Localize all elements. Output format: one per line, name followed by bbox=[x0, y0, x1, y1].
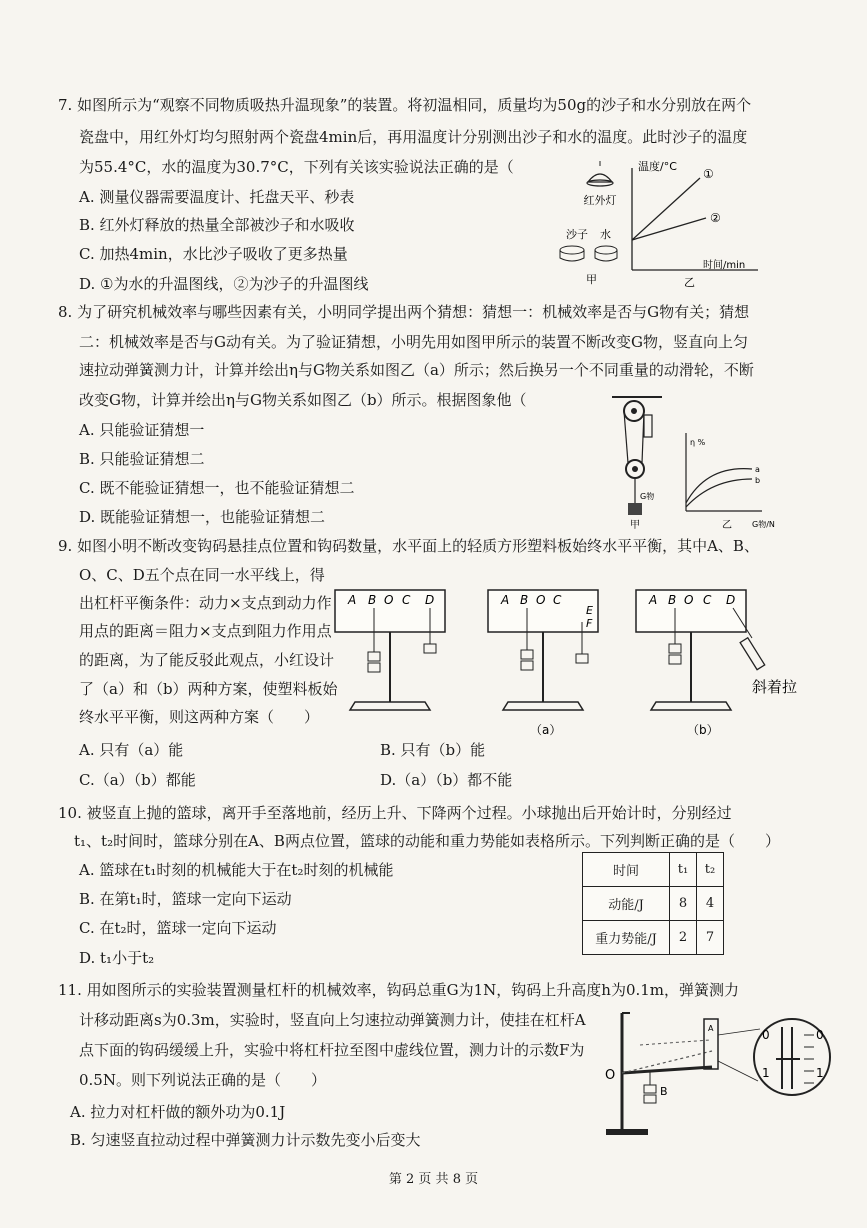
pull-label: 斜着拉 bbox=[752, 678, 798, 696]
label-c: C bbox=[553, 593, 562, 607]
table-cell: 2 bbox=[670, 921, 697, 955]
label-d: D bbox=[726, 593, 736, 607]
lamp-label: 红外灯 bbox=[583, 194, 617, 207]
eta-label: η % bbox=[690, 438, 706, 447]
weight-icon bbox=[669, 655, 681, 664]
scale-zero-label: 0 bbox=[816, 1028, 824, 1042]
q9-line-7: 终水平平衡，则这两种方案（ ） bbox=[79, 708, 320, 726]
q8-option-d: D. 既能验证猜想一，也能验证猜想二 bbox=[79, 508, 326, 526]
curve-b-label: b bbox=[755, 476, 761, 485]
label-c: C bbox=[402, 593, 411, 607]
table-cell: 动能/J bbox=[583, 887, 670, 921]
weight-icon bbox=[669, 644, 681, 653]
q10-line-2: t₁、t₂时间时，篮球分别在A、B两点位置，篮球的动能和重力势能如表格所示。下列判断正确的是（ ） bbox=[74, 832, 780, 850]
q10-option-c: C. 在t₂时，篮球一定向下运动 bbox=[79, 919, 277, 937]
table-cell: t₂ bbox=[697, 853, 724, 887]
q7-option-d: D. ①为水的升温图线，②为沙子的升温图线 bbox=[79, 275, 369, 293]
label-b: B bbox=[668, 593, 677, 607]
x-axis-label: 时间/min bbox=[703, 260, 746, 271]
g-label: G物 bbox=[640, 492, 655, 501]
point-b-label: B bbox=[660, 1085, 668, 1098]
weight-icon bbox=[368, 652, 380, 661]
q7-option-a: A. 测量仪器需要温度计、托盘天平、秒表 bbox=[79, 188, 355, 206]
caption-a: （a） bbox=[530, 723, 562, 737]
curve-a-label: a bbox=[755, 465, 760, 474]
q9-line-1: 9. 如图小明不断改变钩码悬挂点位置和钩码数量，水平面上的轻质方形塑料板始终水平平衡，其中A、B、 bbox=[58, 537, 759, 555]
q10-option-a: A. 篮球在t₁时刻的机械能大于在t₂时刻的机械能 bbox=[79, 861, 394, 879]
q9-line-6: 了（a）和（b）两种方案，使塑料板始 bbox=[79, 680, 338, 698]
scale-zero-label: 0 bbox=[762, 1028, 770, 1042]
q8-option-b: B. 只能验证猜想二 bbox=[79, 450, 205, 468]
q7-line-3: 为55.4°C，水的温度为30.7°C，下列有关该实验说法正确的是（ bbox=[79, 158, 514, 176]
q9-figure bbox=[330, 582, 830, 742]
q9-line-4: 用点的距离＝阻力×支点到阻力作用点 bbox=[79, 622, 332, 640]
label-a: A bbox=[348, 593, 357, 607]
q7-figure bbox=[548, 158, 773, 293]
table-row bbox=[583, 921, 724, 955]
q9-option-d: D.（a）（b）都不能 bbox=[380, 771, 513, 789]
table-cell: 重力势能/J bbox=[583, 921, 670, 955]
q11-line-1: 11. 用如图所示的实验装置测量杠杆的机械效率，钩码总重G为1N，钩码上升高度h为0.1m，弹簧测力 bbox=[58, 981, 740, 999]
weight-icon bbox=[521, 661, 533, 670]
q7-line-2: 瓷盘中，用红外灯均匀照射两个瓷盘4min后，再用温度计分别测出沙子和水的温度。此时沙子的温度 bbox=[79, 128, 748, 146]
curve-b bbox=[686, 479, 752, 507]
weight-icon bbox=[628, 503, 642, 515]
page-footer: 第 2 页 共 8 页 bbox=[388, 1172, 479, 1187]
q9-option-c: C.（a）（b）都能 bbox=[79, 771, 196, 789]
table-row bbox=[583, 887, 724, 921]
q7-line-1: 7. 如图所示为“观察不同物质吸热升温现象”的装置。将初温相同，质量均为50g的沙子和水分别放在两个 bbox=[58, 96, 752, 114]
q8-figure bbox=[612, 393, 782, 533]
y-axis-label: 温度/°C bbox=[638, 160, 677, 173]
pivot-o-label: O bbox=[605, 1068, 616, 1083]
x-axis-label: G物/N bbox=[752, 520, 775, 529]
curve-2-label: ② bbox=[710, 211, 721, 225]
label-d: D bbox=[425, 593, 435, 607]
weight-icon bbox=[644, 1095, 656, 1103]
weight-icon bbox=[521, 650, 533, 659]
q10-option-d: D. t₁小于t₂ bbox=[79, 949, 155, 967]
q11-figure bbox=[600, 1005, 835, 1140]
q10-option-b: B. 在第t₁时，篮球一定向下运动 bbox=[79, 890, 292, 908]
fig-yi-label: 乙 bbox=[722, 520, 732, 531]
q7-option-c: C. 加热4min，水比沙子吸收了更多热量 bbox=[79, 245, 348, 263]
label-o: O bbox=[384, 593, 394, 607]
q8-option-a: A. 只能验证猜想一 bbox=[79, 421, 205, 439]
energy-table bbox=[582, 852, 724, 955]
water-label: 水 bbox=[600, 228, 611, 241]
label-e: E bbox=[586, 604, 593, 617]
scale-one-label: 1 bbox=[762, 1066, 770, 1080]
label-b: B bbox=[520, 593, 529, 607]
weight-icon bbox=[424, 644, 436, 653]
label-a: A bbox=[501, 593, 510, 607]
table-cell: 时间 bbox=[583, 853, 670, 887]
weight-icon bbox=[644, 1085, 656, 1093]
fig-yi-label: 乙 bbox=[684, 276, 695, 289]
table-cell: t₁ bbox=[670, 853, 697, 887]
label-a: A bbox=[649, 593, 658, 607]
label-o: O bbox=[536, 593, 546, 607]
table-cell: 7 bbox=[697, 921, 724, 955]
spring-scale-icon bbox=[740, 638, 765, 670]
q8-option-c: C. 既不能验证猜想一，也不能验证猜想二 bbox=[79, 479, 355, 497]
curve-1-label: ① bbox=[703, 167, 714, 181]
point-a-label: A bbox=[708, 1024, 714, 1033]
q8-line-3: 速拉动弹簧测力计，计算并绘出η与G物关系如图乙（a）所示；然后换另一个不同重量的动滑轮，不断 bbox=[79, 361, 754, 379]
q11-line-4: 0.5N。则下列说法正确的是（ ） bbox=[79, 1071, 326, 1089]
q9-line-2: O、C、D五个点在同一水平线上，得 bbox=[79, 566, 325, 584]
weight-icon bbox=[576, 654, 588, 663]
fig-jia-label: 甲 bbox=[586, 273, 597, 286]
label-f: F bbox=[586, 617, 593, 630]
table-row bbox=[583, 853, 724, 887]
spring-scale-icon bbox=[644, 415, 652, 437]
dish-sand-icon bbox=[560, 246, 584, 261]
q11-option-a: A. 拉力对杠杆做的额外功为0.1J bbox=[70, 1103, 286, 1121]
q9-option-b: B. 只有（b）能 bbox=[380, 741, 486, 759]
q7-option-b: B. 红外灯释放的热量全部被沙子和水吸收 bbox=[79, 216, 355, 234]
label-b: B bbox=[368, 593, 377, 607]
q11-option-b: B. 匀速竖直拉动过程中弹簧测力计示数先变小后变大 bbox=[70, 1131, 421, 1149]
infrared-lamp-icon bbox=[587, 161, 613, 186]
q9-line-3: 出杠杆平衡条件：动力×支点到动力作 bbox=[79, 594, 332, 612]
q9-option-a: A. 只有（a）能 bbox=[79, 741, 184, 759]
q8-line-4: 改变G物，计算并绘出η与G物关系如图乙（b）所示。根据图象他（ bbox=[79, 391, 527, 409]
label-c: C bbox=[703, 593, 712, 607]
q9-line-5: 的距离，为了能反驳此观点，小红设计 bbox=[79, 651, 335, 669]
q8-line-1: 8. 为了研究机械效率与哪些因素有关，小明同学提出两个猜想：猜想一：机械效率是否与G物有关；猜想 bbox=[58, 303, 750, 321]
sand-label: 沙子 bbox=[566, 228, 588, 241]
dish-water-icon bbox=[595, 246, 617, 261]
table-cell: 8 bbox=[670, 887, 697, 921]
q11-line-3: 点下面的钩码缓缓上升，实验中将杠杆拉至图中虚线位置，测力计的示数F为 bbox=[79, 1041, 585, 1059]
q10-line-1: 10. 被竖直上抛的篮球，离开手至落地前，经历上升、下降两个过程。小球抛出后开始计时，分别经过 bbox=[58, 804, 732, 822]
weight-icon bbox=[368, 663, 380, 672]
table-cell: 4 bbox=[697, 887, 724, 921]
scale-one-label: 1 bbox=[816, 1066, 824, 1080]
caption-b: （b） bbox=[687, 723, 719, 737]
q8-line-2: 二：机械效率是否与G动有关。为了验证猜想，小明先用如图甲所示的装置不断改变G物，竖直向上匀 bbox=[79, 333, 748, 351]
curve-1 bbox=[632, 178, 700, 240]
stand-base bbox=[606, 1129, 648, 1135]
q11-line-2: 计移动距离s为0.3m，实验时，竖直向上匀速拉动弹簧测力计，使挂在杠杆A bbox=[79, 1011, 586, 1029]
fig-jia-label: 甲 bbox=[630, 520, 640, 531]
label-o: O bbox=[684, 593, 694, 607]
